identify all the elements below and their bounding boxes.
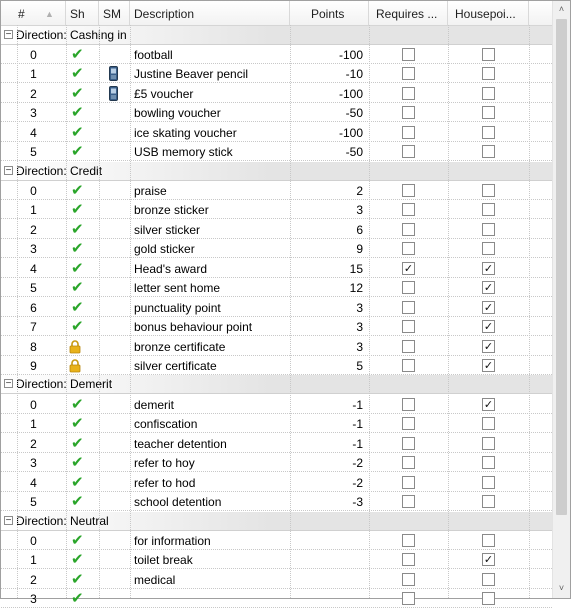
housepoints-checkbox[interactable] <box>482 476 495 489</box>
row-number: 3 <box>30 242 37 257</box>
row-number: 6 <box>30 300 37 315</box>
group-header-label: Direction: Cashing in <box>16 27 127 42</box>
column-divider <box>66 25 67 598</box>
row-description[interactable]: bronze sticker <box>134 203 209 218</box>
check-icon: ✔ <box>71 201 84 219</box>
row-number: 2 <box>30 222 37 237</box>
column-header-points-label: Points <box>311 7 345 21</box>
check-icon: ✔ <box>71 143 84 161</box>
housepoints-checkbox[interactable] <box>482 456 495 469</box>
sort-asc-icon: ▲ <box>45 9 54 19</box>
requires-checkbox[interactable] <box>402 340 415 353</box>
row-description[interactable]: school detention <box>134 495 222 510</box>
table-row[interactable] <box>1 259 552 278</box>
housepoints-checkbox[interactable] <box>482 184 495 197</box>
check-icon: ✔ <box>71 279 84 297</box>
column-header-sh-label: Sh <box>70 7 85 21</box>
check-icon: ✔ <box>71 551 84 569</box>
table-row[interactable] <box>1 298 552 317</box>
row-description[interactable]: £5 voucher <box>134 86 194 101</box>
table-row[interactable] <box>1 123 552 142</box>
housepoints-checkbox[interactable] <box>482 223 495 236</box>
collapse-icon[interactable]: − <box>5 514 12 526</box>
row-number: 5 <box>30 145 37 160</box>
table-row[interactable] <box>1 278 552 297</box>
row-points[interactable]: 15 <box>349 261 363 276</box>
table-row[interactable] <box>1 200 552 219</box>
group-header-row[interactable] <box>1 162 552 181</box>
row-points[interactable]: 9 <box>356 242 363 257</box>
row-description[interactable]: for information <box>134 533 211 548</box>
housepoints-checkbox[interactable] <box>482 203 495 216</box>
table-row[interactable] <box>1 570 552 589</box>
row-points[interactable]: 3 <box>356 339 363 354</box>
table-row[interactable] <box>1 84 552 103</box>
row-number: 4 <box>30 261 37 276</box>
row-number: 1 <box>30 417 37 432</box>
collapse-icon[interactable]: − <box>5 164 12 176</box>
column-divider <box>99 25 100 598</box>
row-description[interactable]: refer to hod <box>134 475 196 490</box>
row-points[interactable]: -3 <box>352 495 363 510</box>
requires-checkbox[interactable] <box>402 398 415 411</box>
table-row[interactable] <box>1 395 552 414</box>
column-header-number-label: # <box>18 7 25 21</box>
requires-checkbox[interactable] <box>402 417 415 430</box>
row-description[interactable]: USB memory stick <box>134 145 233 160</box>
row-description[interactable]: praise <box>134 184 167 199</box>
group-header-row[interactable] <box>1 512 552 531</box>
table-row[interactable] <box>1 492 552 511</box>
row-number: 3 <box>30 106 37 121</box>
column-header-sh[interactable] <box>66 1 99 25</box>
table-row[interactable] <box>1 453 552 472</box>
row-number: 5 <box>30 495 37 510</box>
mobile-phone-icon <box>109 66 118 81</box>
column-header-requires[interactable] <box>369 1 448 25</box>
housepoints-checkbox[interactable]: ✓ <box>483 554 494 567</box>
requires-checkbox[interactable] <box>402 573 415 586</box>
check-icon: ✔ <box>71 104 84 122</box>
housepoints-checkbox[interactable] <box>482 242 495 255</box>
row-points[interactable] <box>290 550 369 569</box>
group-header-label: Direction: Neutral <box>16 513 109 528</box>
column-header-description-label: Description <box>134 7 195 21</box>
row-description[interactable]: punctuality point <box>134 300 221 315</box>
row-description[interactable]: medical <box>134 572 176 587</box>
row-points[interactable]: 3 <box>356 300 363 315</box>
row-points[interactable]: -100 <box>338 86 363 101</box>
row-points[interactable]: 12 <box>349 281 363 296</box>
column-header-number[interactable] <box>1 1 66 25</box>
requires-checkbox[interactable] <box>402 320 415 333</box>
check-icon: ✔ <box>71 493 84 511</box>
housepoints-checkbox[interactable]: ✓ <box>483 359 494 372</box>
check-icon: ✔ <box>71 182 84 200</box>
column-header-points[interactable] <box>290 1 369 25</box>
requires-checkbox[interactable] <box>402 476 415 489</box>
table-row[interactable] <box>1 45 552 64</box>
table-row[interactable] <box>1 414 552 433</box>
row-number: 8 <box>30 339 37 354</box>
check-icon: ✔ <box>71 570 84 588</box>
row-number: 0 <box>30 47 37 62</box>
collapse-icon[interactable]: − <box>5 28 12 40</box>
row-points[interactable] <box>290 531 369 550</box>
row-description[interactable]: letter sent home <box>134 281 221 296</box>
housepoints-checkbox[interactable] <box>482 87 495 100</box>
row-points[interactable]: -100 <box>338 125 363 140</box>
requires-checkbox[interactable] <box>402 184 415 197</box>
chevron-up-icon[interactable]: ˄ <box>558 4 565 14</box>
column-header-housepoints-label: Housepoi... <box>455 7 516 21</box>
table-row[interactable] <box>1 64 552 83</box>
check-icon: ✔ <box>71 415 84 433</box>
row-points[interactable]: 3 <box>356 203 363 218</box>
row-points[interactable]: -10 <box>345 67 363 82</box>
mobile-phone-icon <box>109 86 118 101</box>
check-icon: ✔ <box>71 434 84 452</box>
requires-checkbox[interactable] <box>402 359 415 372</box>
row-description[interactable]: bronze certificate <box>134 339 226 354</box>
requires-checkbox[interactable] <box>402 203 415 216</box>
requires-checkbox[interactable] <box>402 301 415 314</box>
housepoints-checkbox[interactable] <box>482 592 495 605</box>
requires-checkbox[interactable]: ✓ <box>403 262 414 275</box>
row-number: 2 <box>30 436 37 451</box>
row-description[interactable]: football <box>134 47 173 62</box>
check-icon: ✔ <box>71 45 84 63</box>
row-points[interactable]: -1 <box>352 397 363 412</box>
table-row[interactable] <box>1 142 552 161</box>
row-description[interactable]: silver certificate <box>134 358 217 373</box>
housepoints-checkbox[interactable] <box>482 417 495 430</box>
row-points[interactable]: 5 <box>356 358 363 373</box>
table-row[interactable] <box>1 550 552 569</box>
row-description[interactable]: bowling voucher <box>134 106 221 121</box>
column-divider <box>130 25 131 598</box>
requires-checkbox[interactable] <box>402 223 415 236</box>
housepoints-checkbox[interactable] <box>482 495 495 508</box>
housepoints-checkbox[interactable] <box>482 67 495 80</box>
requires-checkbox[interactable] <box>402 48 415 61</box>
requires-checkbox[interactable] <box>402 495 415 508</box>
row-number: 9 <box>30 358 37 373</box>
row-number: 5 <box>30 281 37 296</box>
row-description[interactable]: Justine Beaver pencil <box>134 67 249 82</box>
row-number: 0 <box>30 397 37 412</box>
table-row[interactable] <box>1 473 552 492</box>
lock-icon <box>69 359 81 372</box>
row-points[interactable]: 6 <box>356 222 363 237</box>
table-row[interactable] <box>1 239 552 258</box>
column-header-housepoints[interactable] <box>448 1 529 25</box>
column-divider <box>17 25 18 598</box>
housepoints-checkbox[interactable] <box>482 145 495 158</box>
column-divider <box>448 25 449 598</box>
column-header-description[interactable] <box>130 1 290 25</box>
chevron-down-icon[interactable]: ˅ <box>558 583 565 593</box>
row-number: 7 <box>30 320 37 335</box>
table-row[interactable] <box>1 434 552 453</box>
row-number: 3 <box>30 456 37 471</box>
row-points[interactable]: 3 <box>356 320 363 335</box>
table-row[interactable] <box>1 356 552 375</box>
check-icon: ✔ <box>71 84 84 102</box>
row-description[interactable]: gold sticker <box>134 242 195 257</box>
row-points[interactable]: -2 <box>352 456 363 471</box>
housepoints-checkbox[interactable]: ✓ <box>483 340 494 353</box>
row-number: 3 <box>30 592 37 607</box>
requires-checkbox[interactable] <box>402 534 415 547</box>
row-number: 1 <box>30 203 37 218</box>
row-number: 4 <box>30 475 37 490</box>
row-description[interactable] <box>134 589 290 608</box>
group-header-row[interactable] <box>1 375 552 394</box>
check-icon: ✔ <box>71 531 84 549</box>
table-row[interactable] <box>1 103 552 122</box>
requires-checkbox[interactable] <box>402 553 415 566</box>
requires-checkbox[interactable] <box>402 592 415 605</box>
row-description[interactable]: ice skating voucher <box>134 125 237 140</box>
housepoints-checkbox[interactable]: ✓ <box>483 301 494 314</box>
row-number: 2 <box>30 86 37 101</box>
column-header-requires-label: Requires ... <box>376 7 438 21</box>
row-points[interactable]: -2 <box>352 475 363 490</box>
check-icon: ✔ <box>71 298 84 316</box>
table-row[interactable] <box>1 317 552 336</box>
row-points[interactable]: -50 <box>345 106 363 121</box>
row-points[interactable]: -100 <box>338 47 363 62</box>
check-icon: ✔ <box>71 590 84 608</box>
group-header-label: Direction: Demerit <box>16 377 113 392</box>
collapse-icon[interactable]: − <box>5 378 12 390</box>
table-row[interactable] <box>1 181 552 200</box>
requires-checkbox[interactable] <box>402 87 415 100</box>
requires-checkbox[interactable] <box>402 281 415 294</box>
row-points[interactable] <box>290 570 369 589</box>
column-divider <box>290 25 291 598</box>
column-header-sm[interactable] <box>99 1 130 25</box>
row-points[interactable]: 2 <box>356 184 363 199</box>
housepoints-checkbox[interactable] <box>482 573 495 586</box>
table-row[interactable] <box>1 589 552 608</box>
row-number: 4 <box>30 125 37 140</box>
row-description[interactable]: bonus behaviour point <box>134 320 253 335</box>
row-description[interactable]: refer to hoy <box>134 456 195 471</box>
requires-checkbox[interactable] <box>402 106 415 119</box>
row-number: 2 <box>30 572 37 587</box>
requires-checkbox[interactable] <box>402 242 415 255</box>
row-description[interactable]: silver sticker <box>134 222 201 237</box>
row-number: 0 <box>30 533 37 548</box>
group-header-label: Direction: Credit <box>16 163 103 178</box>
requires-checkbox[interactable] <box>402 437 415 450</box>
row-number: 1 <box>30 553 37 568</box>
row-description[interactable]: Head's award <box>134 261 207 276</box>
requires-checkbox[interactable] <box>402 456 415 469</box>
check-icon: ✔ <box>71 220 84 238</box>
lock-icon <box>69 340 81 353</box>
row-number: 1 <box>30 67 37 82</box>
housepoints-checkbox[interactable]: ✓ <box>483 262 494 275</box>
column-header-row <box>1 1 552 26</box>
check-icon: ✔ <box>71 123 84 141</box>
group-header-row[interactable] <box>1 26 552 45</box>
column-divider <box>529 25 530 598</box>
table-row[interactable] <box>1 337 552 356</box>
housepoints-checkbox[interactable] <box>482 106 495 119</box>
row-number: 0 <box>30 184 37 199</box>
housepoints-checkbox[interactable] <box>482 534 495 547</box>
housepoints-checkbox[interactable] <box>482 437 495 450</box>
check-icon: ✔ <box>71 454 84 472</box>
check-icon: ✔ <box>71 395 84 413</box>
row-points[interactable] <box>290 589 369 608</box>
check-icon: ✔ <box>71 259 84 277</box>
check-icon: ✔ <box>71 240 84 258</box>
column-header-sm-label: SM <box>103 7 121 21</box>
requires-checkbox[interactable] <box>402 145 415 158</box>
table-row[interactable] <box>1 220 552 239</box>
housepoints-checkbox[interactable] <box>482 48 495 61</box>
behaviour-types-grid <box>1 1 552 608</box>
check-icon: ✔ <box>71 65 84 83</box>
vertical-scrollbar[interactable] <box>552 1 570 598</box>
housepoints-checkbox[interactable] <box>482 126 495 139</box>
housepoints-checkbox[interactable]: ✓ <box>483 398 494 411</box>
housepoints-checkbox[interactable]: ✓ <box>483 321 494 334</box>
row-description[interactable]: teacher detention <box>134 436 227 451</box>
requires-checkbox[interactable] <box>402 67 415 80</box>
row-description[interactable]: demerit <box>134 397 175 412</box>
table-row[interactable] <box>1 531 552 550</box>
scrollbar-thumb[interactable] <box>556 19 567 515</box>
row-description[interactable]: toilet break <box>134 553 193 568</box>
requires-checkbox[interactable] <box>402 126 415 139</box>
housepoints-checkbox[interactable]: ✓ <box>483 282 494 295</box>
row-description[interactable]: confiscation <box>134 417 198 432</box>
check-icon: ✔ <box>71 318 84 336</box>
column-divider <box>369 25 370 598</box>
row-points[interactable]: -1 <box>352 436 363 451</box>
row-points[interactable]: -50 <box>345 145 363 160</box>
row-points[interactable]: -1 <box>352 417 363 432</box>
check-icon: ✔ <box>71 473 84 491</box>
